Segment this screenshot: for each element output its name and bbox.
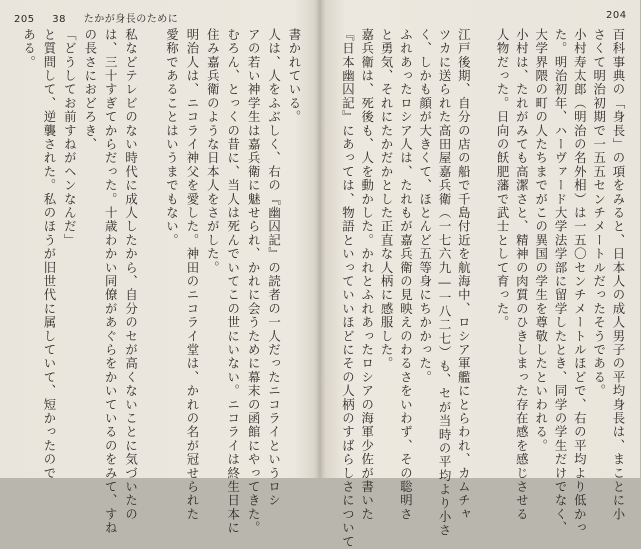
text-line: 小村は、たれがみても高潔さと、精神の肉質のひきしまった存在感を感じさせる [514, 28, 530, 522]
text-line: ふれあったロシア人は、たれもが嘉兵衛の見映えのわるさをいわず、その聡明さ [398, 28, 414, 522]
text-line: ツカに送られた高田屋嘉兵衛（一七六九―一八二七）も、セが当時の平均より小さ [437, 28, 453, 538]
text-line: と勇気、それにたかだかとした正直な人柄に感服した。 [379, 28, 395, 371]
text-line: 書かれている。 [287, 28, 302, 124]
left-page-number: 205 [14, 14, 35, 25]
text-line: 小村寿太郎（明治の名外相）は一五〇センチメートルほどで、右の平均より低かっ [572, 28, 588, 535]
text-line: 大学界隈の町の人たちまでがこの異国の学生を尊敬したといわれる。 [533, 28, 549, 453]
right-page-number: 204 [606, 10, 627, 21]
text-line: 私などテレビのない時代に成人したから、自分のセが高くないことに気づいたの [123, 28, 139, 522]
text-line: く、しかも顔が大きくて、ほとんど五等身にちかかった。 [417, 28, 433, 385]
left-page-body [14, 28, 302, 535]
text-line: 嘉兵衛は、死後も、人を動かした。かれとふれあったロシアの海軍少佐が書いた [359, 28, 375, 522]
text-line: 人は、人をふぶしく、右の『幽囚記』の読者の一人だったニコライというロシ [266, 28, 282, 508]
section-number: 38 [52, 14, 67, 25]
text-line: 愛称であることはいうまでもない。 [164, 28, 180, 248]
text-line: と質問して、逆襲された。私のほうが旧世代に属していて、短かったので [41, 28, 57, 481]
text-line: 明治人は、ニコライ神父を愛した。神田のニコライ堂は、かれの名が冠せられた [184, 28, 200, 522]
text-line: 百科事典の「身長」の項をみると、日本人の成人男子の平均身長は、まことに小 [611, 28, 626, 522]
text-line: むろん、とっくの昔に、当人は死んでいてこの世にいない。ニコライは終生日本に [225, 28, 241, 535]
text-line: さくて明治初期で一五五センチメートルだったそうである。 [591, 28, 607, 398]
text-line: 人物だった。日向の飫肥藩で武士として育った。 [495, 28, 511, 330]
right-page-body [334, 28, 626, 549]
text-line: 住み嘉兵衛のような日本人をさがした。 [205, 28, 221, 275]
text-line: アの若い神学生は嘉兵衛に魅せられ、かれに会うために幕末の函館にやってきた。 [246, 28, 262, 535]
text-line [469, 28, 488, 460]
book-gutter [314, 0, 326, 478]
text-line [137, 28, 157, 460]
text-line: 『日本幽囚記』にあっては、物語といっていいほどにその人柄のすばらしさについて [340, 28, 356, 549]
text-line: の長さにおどろき、 [82, 28, 98, 152]
text-line: ある。 [21, 28, 37, 70]
text-line: た。明治初年、ハーヴァード大学法学部に留学したとき、同学の学生だけでなく、 [553, 28, 569, 535]
text-line: は、三十すぎてからだった。十歳わかい同僚があぐらをかいているのをみて、すね [103, 28, 119, 535]
text-line: 江戸後期、自分の店の船で千島付近を航海中、ロシア軍艦にとらわれ、カムチャ [456, 28, 472, 522]
running-title: たかが身長のために [83, 14, 179, 25]
right-page-header [606, 10, 641, 21]
left-page-header [14, 10, 192, 25]
text-line: 「どうしてお前すねがヘンなんだ」 [62, 28, 78, 248]
